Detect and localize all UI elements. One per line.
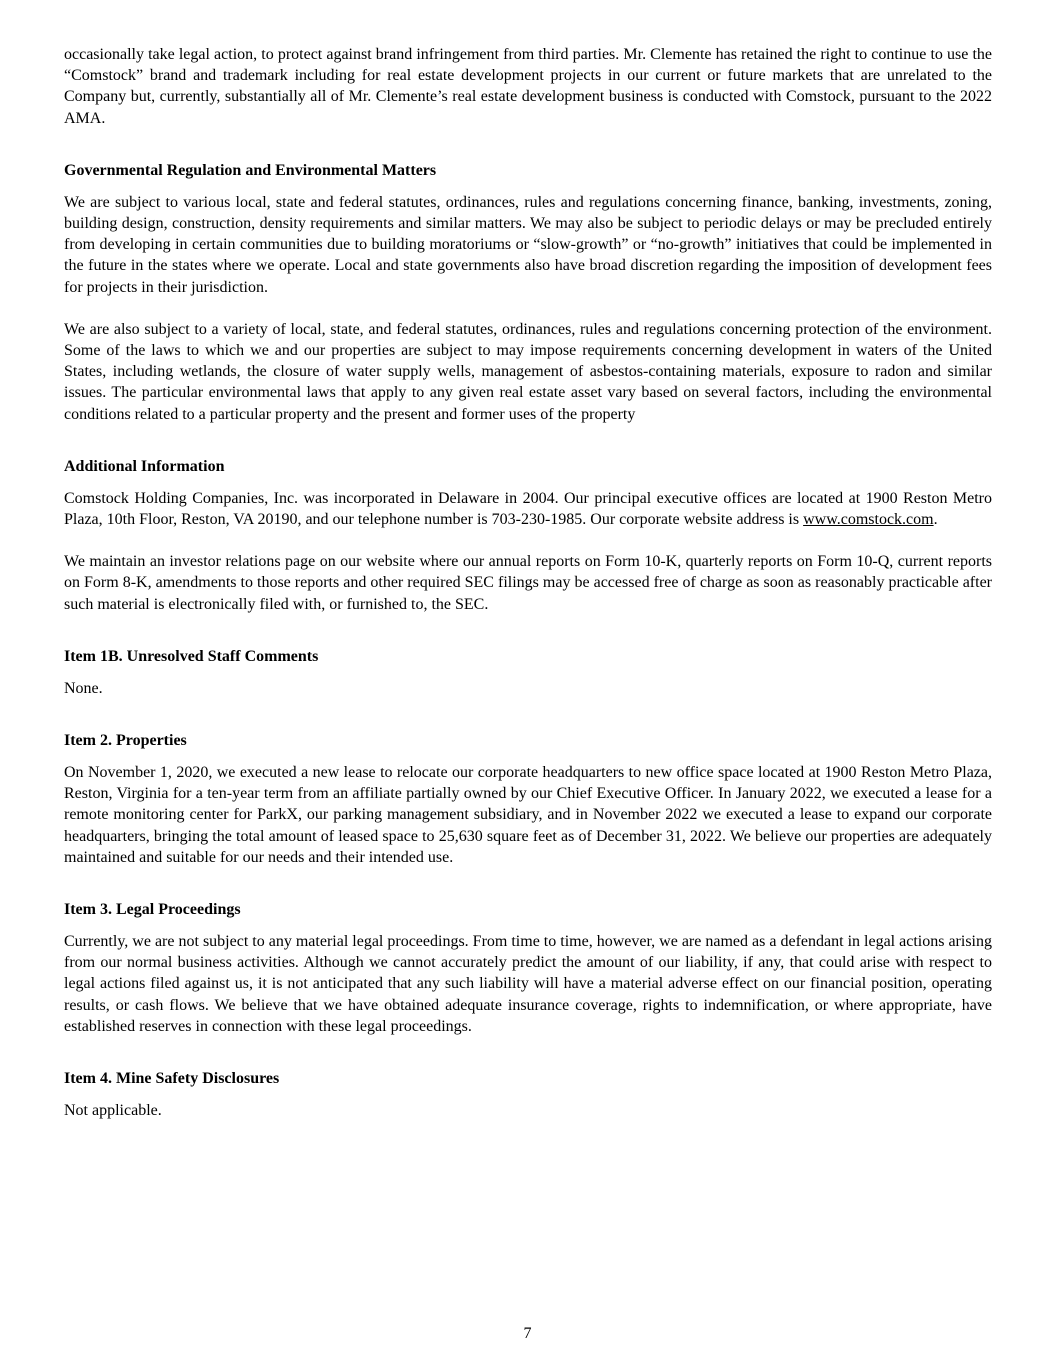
item-1b-paragraph: None. [64,679,103,697]
intro-paragraph: occasionally take legal action, to protect against brand infringement from third parties. Mr. Clemente has retained the right to continue to use the “Comstock” brand and trademark including for real estate development projects in our current or future markets that are unrelated to the Company but, currently, substantially all of Mr. Clemente’s real estate development business is conducted with Comstock, pursuant to the 2022 AMA. [64,46,992,127]
governmental-regulation-paragraph-1: We are subject to various local, state and federal statutes, ordinances, rules and regulations concerning finance, banking, investments, zoning, building design, construction, density requirements and similar matters. We may also be subject to periodic delays or may be precluded entirely from developing in certain communities due to building moratoriums or “slow-growth” or “no-growth” initiatives that could be implemented in the future in the states where we operate. Local and state governments also have broad discretion regarding the imposition of development fees for projects in their jurisdiction. [64,193,992,296]
additional-information-paragraph-2: We maintain an investor relations page on our website where our annual reports on Form 10-K, quarterly reports on Form 10-Q, current reports on Form 8-K, amendments to those reports and other required SEC filings may be accessed free of charge as soon as reasonably practicable after such material is electronically filed with, or furnished to, the SEC. [64,553,992,613]
section-heading-item-2: Item 2. Properties [64,732,187,750]
item-3-paragraph: Currently, we are not subject to any material legal proceedings. From time to time, however, we are named as a defendant in legal actions arising from our normal business activities. Although we cannot accurately predict the amount of our liability, if any, that could arise with respect to legal actions filed against us, it is not anticipated that any such liability will have a material adverse effect on our financial position, operating results, or cash flows. We believe that we have obtained adequate insurance coverage, rights to indemnification, or where appropriate, have established reserves in connection with these legal proceedings. [64,933,992,1035]
section-heading-item-4: Item 4. Mine Safety Disclosures [64,1070,280,1088]
additional-information-text: Comstock Holding Companies, Inc. was incorporated in Delaware in 2004. Our principal executive offices are located at 1900 Reston Metro Plaza, 10th Floor, Reston, VA 20190, and our telephone number is 703-230-1985. Our corporate website address is [64,489,992,529]
item-2-paragraph: On November 1, 2020, we executed a new lease to relocate our corporate headquarters to new office space located at 1900 Reston Metro Plaza, Reston, Virginia for a ten-year term from an affiliate partially owned by our Chief Executive Officer. In January 2022, we executed a lease for a remote monitoring center for ParkX, our parking management subsidiary, and in November 2022 we executed a lease to expand our corporate headquarters, bringing the total amount of leased space to 25,630 square feet as of December 31, 2022. We believe our properties are adequately maintained and suitable for our needs and their intended use. [64,764,992,866]
section-heading-governmental-regulation: Governmental Regulation and Environmental Matters [64,161,437,179]
page-number: 7 [523,1325,532,1342]
additional-information-period: . [933,511,938,529]
item-4-paragraph: Not applicable. [64,1102,162,1120]
section-heading-item-3: Item 3. Legal Proceedings [64,901,241,919]
governmental-regulation-paragraph-2: We are also subject to a variety of local, state, and federal statutes, ordinances, rules and regulations concerning protection of the environment. Some of the laws to which we and our properties are subject to may impose requirements concerning development in waters of the United States, including wetlands, the closure of water supply wells, management of asbestos-containing materials, exposure to radon and similar issues. The particular environmental laws that apply to any given real estate asset vary based on several factors, including the environmental conditions related to a particular property and the present and former uses of the property [64,320,992,423]
section-heading-item-1b: Item 1B. Unresolved Staff Comments [64,647,319,665]
section-heading-additional-information: Additional Information [64,457,225,475]
company-website-link[interactable]: www.comstock.com [803,511,934,529]
document-page [64,44,992,1121]
additional-information-paragraph-1 [64,488,992,530]
